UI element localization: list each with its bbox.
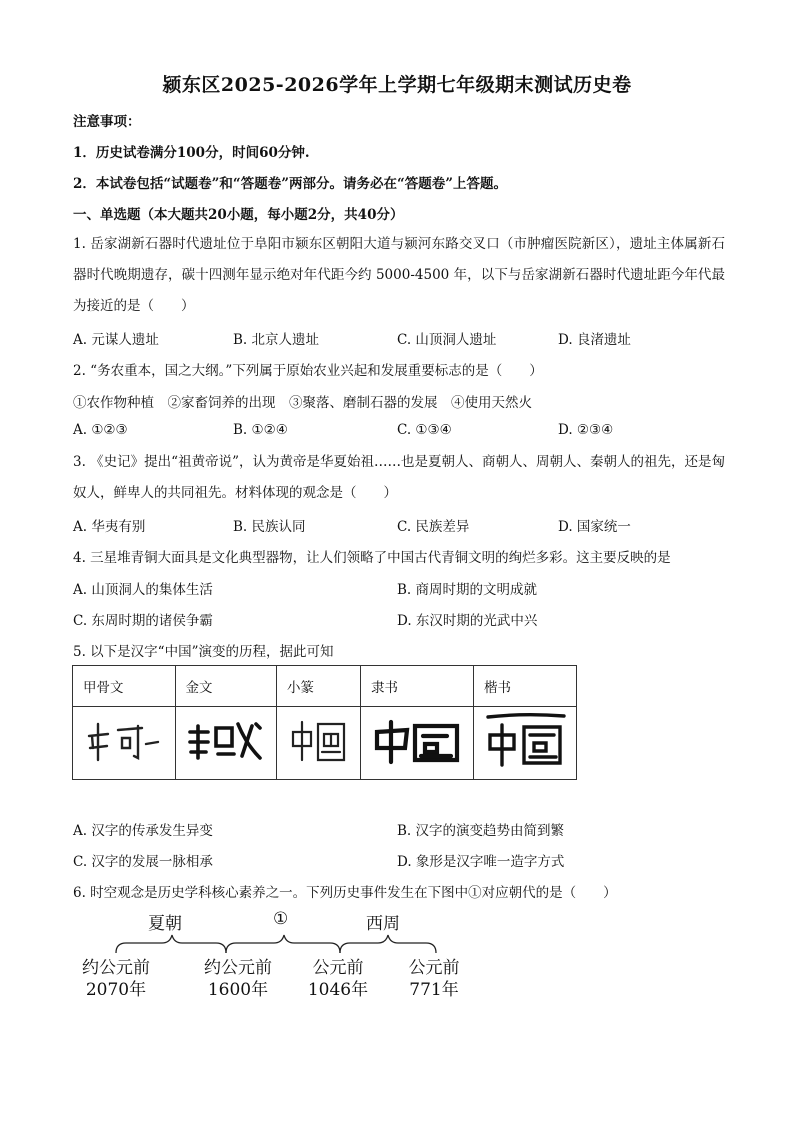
- q3-option-d: D. 国家统一: [558, 519, 631, 535]
- exam-title: 颍东区2025-2026学年上学期七年级期末测试历史卷: [162, 74, 632, 96]
- timeline-date-4: [396, 957, 472, 1001]
- notice-item-2: 2．本试卷包括“试题卷”和“答题卷”两部分。请务必在“答题卷”上答题。: [73, 176, 507, 192]
- question-1-stem: 1. 岳家湖新石器时代遗址位于阜阳市颍东区朝阳大道与颍河东路交叉口（市肿瘤医院新区），遗址主体属新石器时代晚期遗存，碳十四测年显示绝对年代距今约 5000-4500 年，以下与岳家湖新石器时代遗址距今年代最为接近的是（ ）: [73, 236, 725, 314]
- question-3-stem: 3. 《史记》提出“祖黄帝说”，认为黄帝是华夏始祖……也是夏朝人、商朝人、周朝人、秦朝人的祖先，还是匈奴人，鲜卑人的共同祖先。材料体现的观念是（ ）: [73, 454, 725, 501]
- timeline-date-4-year: 771年: [409, 980, 459, 1000]
- question-5-stem: 5. 以下是汉字“中国”演变的历程，据此可知: [73, 644, 334, 660]
- q2-option-c: C. ①③④: [397, 422, 452, 438]
- q5-option-c: C. 汉字的发展一脉相承: [73, 854, 213, 870]
- q1-option-c: C. 山顶洞人遗址: [397, 332, 497, 348]
- timeline-period-blank: ①: [273, 909, 289, 929]
- q1-option-a: A. 元谋人遗址: [73, 332, 159, 348]
- question-4-stem: 4. 三星堆青铜大面具是文化典型器物，让人们领略了中国古代青铜文明的绚烂多彩。这主要反映的是: [73, 550, 671, 566]
- q4-option-b: B. 商周时期的文明成就: [397, 582, 538, 598]
- table-header-small-seal: 小篆: [277, 666, 361, 707]
- timeline-date-4-prefix: 公元前: [408, 958, 460, 978]
- question-2-items: ①农作物种植 ②家畜饲养的出现 ③聚落、磨制石器的发展 ④使用天然火: [73, 395, 532, 411]
- q3-option-b: B. 民族认同: [233, 519, 306, 535]
- q1-option-b: B. 北京人遗址: [233, 332, 320, 348]
- hanzi-evolution-table: [72, 665, 577, 780]
- clerical-script-image: [361, 707, 474, 780]
- section-heading: 一、单选题（本大题共20小题，每小题2分，共40分）: [73, 207, 404, 223]
- table-header-oracle: 甲骨文: [73, 666, 176, 707]
- timeline-date-3: [300, 957, 376, 1001]
- timeline-date-1: [70, 957, 162, 1001]
- question-6-stem: 6. 时空观念是历史学科核心素养之一。下列历史事件发生在下图中①对应朝代的是（ ）: [73, 885, 617, 901]
- table-header-regular: 楷书: [474, 666, 577, 707]
- q5-option-d: D. 象形是汉字唯一造字方式: [397, 854, 565, 870]
- table-header-bronze: 金文: [175, 666, 277, 707]
- table-header-clerical: 隶书: [361, 666, 474, 707]
- timeline-date-2-year: 1600年: [207, 980, 269, 1000]
- timeline-date-3-year: 1046年: [307, 980, 369, 1000]
- oracle-script-image: [73, 707, 176, 780]
- q2-option-d: D. ②③④: [558, 422, 614, 438]
- q2-option-b: B. ①②④: [233, 422, 288, 438]
- notice-heading: 注意事项：: [73, 114, 141, 130]
- q4-option-d: D. 东汉时期的光武中兴: [397, 613, 538, 629]
- q4-option-c: C. 东周时期的诸侯争霸: [73, 613, 213, 629]
- small-seal-script-image: [277, 707, 361, 780]
- q5-option-a: A. 汉字的传承发生异变: [73, 823, 213, 839]
- timeline-date-2: [192, 957, 284, 1001]
- q2-option-a: A. ①②③: [73, 422, 128, 438]
- q4-option-a: A. 山顶洞人的集体生活: [73, 582, 213, 598]
- dynasty-timeline: [70, 905, 490, 1015]
- notice-item-1: 1．历史试卷满分100分，时间60分钟.: [73, 145, 310, 161]
- timeline-date-3-prefix: 公元前: [312, 958, 364, 978]
- bronze-script-image: [175, 707, 277, 780]
- timeline-period-xia: 夏朝: [148, 914, 182, 934]
- q3-option-c: C. 民族差异: [397, 519, 470, 535]
- question-2-stem: 2. “务农重本，国之大纲。”下列属于原始农业兴起和发展重要标志的是（ ）: [73, 363, 543, 379]
- q5-option-b: B. 汉字的演变趋势由简到繁: [397, 823, 565, 839]
- timeline-date-1-year: 2070年: [85, 980, 147, 1000]
- regular-script-image: [474, 707, 577, 780]
- q1-option-d: D. 良渚遗址: [558, 332, 631, 348]
- timeline-period-western-zhou: 西周: [366, 914, 400, 934]
- timeline-date-1-prefix: 约公元前: [82, 958, 150, 978]
- q3-option-a: A. 华夷有别: [73, 519, 146, 535]
- timeline-date-2-prefix: 约公元前: [204, 958, 272, 978]
